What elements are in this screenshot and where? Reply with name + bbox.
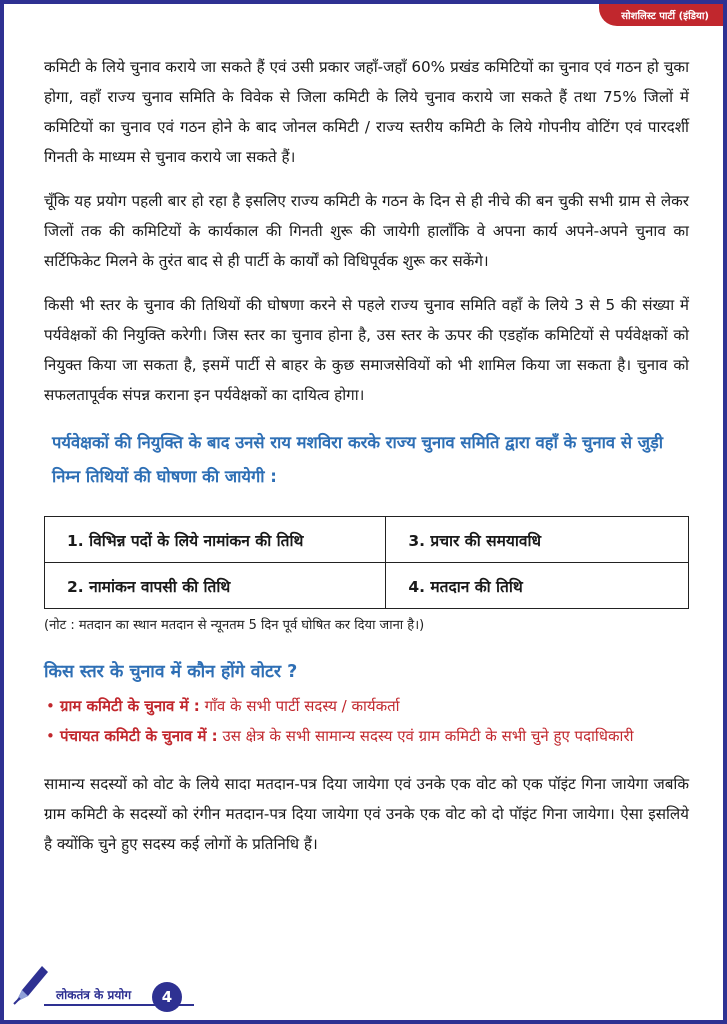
table-cell: 1. विभिन्न पदों के लिये नामांकन की तिथि — [45, 517, 386, 563]
closing-paragraph: सामान्य सदस्यों को वोट के लिये सादा मतदान-पत्र दिया जायेगा एवं उनके एक वोट को एक पॉइंट गिना जायेगा जबकि ग्राम कमिटी के सदस्यों को रंगीन मतदान-पत्र दिया जायेगा एवं उनके एक वोट को दो पॉइंट गिना जायेगा। ऐसा इसलिये है क्योंकि चुने हुए सदस्य कई लोगों के प्रतिनिधि हैं। — [44, 775, 689, 853]
paragraph-1: कमिटी के लिये चुनाव कराये जा सकते हैं एवं उसी प्रकार जहाँ-जहाँ 60% प्रखंड कमिटियों का चुनाव एवं गठन हो चुका होगा, वहाँ राज्य चुनाव समिति के विवेक से जिला कमिटी के लिये चुनाव कराये जा सकते हैं तथा 75% जिलों में कमिटियों का चुनाव एवं गठन होने के बाद जोनल कमिटी / राज्य स्तरीय कमिटी के लिये गोपनीय वोटिंग एवं पारदर्शी गिनती के माध्यम से चुनाव कराये जा सकते हैं। — [44, 58, 689, 166]
dates-table — [44, 516, 689, 609]
header-tag: सोशलिस्ट पार्टी (इंडिया) — [599, 4, 723, 26]
page-footer — [4, 972, 204, 1016]
bullet-icon: • — [46, 697, 55, 715]
list-item-label: पंचायत कमिटी के चुनाव में : — [60, 727, 218, 745]
table-cell: 3. प्रचार की समयावधि — [386, 517, 689, 563]
table-cell: 4. मतदान की तिथि — [386, 563, 689, 609]
page-content — [44, 52, 689, 873]
paragraph-3: किसी भी स्तर के चुनाव की तिथियों की घोषणा करने से पहले राज्य चुनाव समिति वहाँ के लिये 3 से 5 की संख्या में पर्यवेक्षकों की नियुक्ति करेगी। जिस स्तर का चुनाव होना है, उस स्तर के ऊपर की एडहॉक कमिटियों से पर्यवेक्षकों को नियुक्त किया जा सकता है, इसमें पार्टी से बाहर के कुछ समाजसेवियों को भी शामिल किया जा सकता है। चुनाव को सफलतापूर्वक संपन्न कराना इन पर्यवेक्षकों का दायित्व होगा। — [44, 296, 689, 404]
list-item-text: उस क्षेत्र के सभी सामान्य सदस्य एवं ग्राम कमिटी के सभी चुने हुए पदाधिकारी — [222, 727, 634, 745]
list-item — [44, 691, 689, 721]
table-row — [45, 563, 689, 609]
list-item-label: ग्राम कमिटी के चुनाव में : — [60, 697, 200, 715]
note-text: (नोट : मतदान का स्थान मतदान से न्यूनतम 5 दिन पूर्व घोषित कर दिया जाना है।) — [44, 618, 425, 633]
pen-icon — [12, 962, 52, 1010]
page-number: 4 — [152, 982, 182, 1012]
list-item-text: गाँव के सभी पार्टी सदस्य / कार्यकर्ता — [204, 697, 400, 715]
voters-heading: किस स्तर के चुनाव में कौन होंगे वोटर ? — [44, 662, 298, 682]
footer-label: लोकतंत्र के प्रयोग — [56, 988, 132, 1002]
table-cell: 2. नामांकन वापसी की तिथि — [45, 563, 386, 609]
bullet-icon: • — [46, 727, 55, 745]
list-item — [44, 721, 689, 751]
paragraph-2: चूँकि यह प्रयोग पहली बार हो रहा है इसलिए राज्य कमिटी के गठन के दिन से ही नीचे की बन चुकी सभी ग्राम से लेकर जिलों तक की कमिटियों के कार्यकाल की गिनती शुरू की जायेगी हालाँकि वे अपना कार्य अपने-अपने चुनाव का सर्टिफिकेट मिलने के तुरंत बाद से ही पार्टी के कार्यों को विधिपूर्वक शुरू कर सकेंगे। — [44, 192, 689, 270]
highlight-statement: पर्यवेक्षकों की नियुक्ति के बाद उनसे राय मशविरा करके राज्य चुनाव समिति द्वारा वहाँ के चुनाव से जुड़ी निम्न तिथियों की घोषणा की जायेगी : — [52, 433, 664, 486]
table-row — [45, 517, 689, 563]
